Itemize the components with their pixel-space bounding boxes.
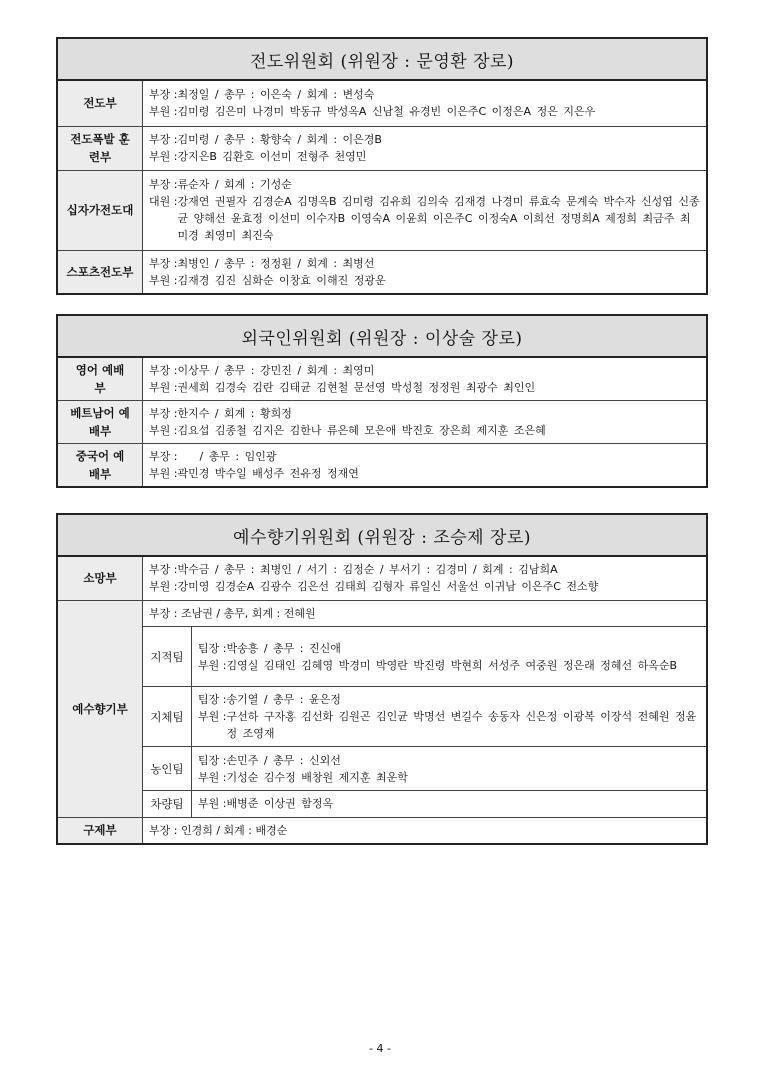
member-label: 부원 : [149, 467, 178, 480]
member-label: 부원 : [198, 710, 227, 723]
member-text: 강지은B 김환호 이선미 전형주 천영민 [177, 150, 367, 163]
member-text: / 총무 : 임인광 [177, 450, 277, 463]
member-label: 부장 : [149, 256, 178, 270]
member-text: 최정일 / 총무 : 이은숙 / 회계 : 변성숙 [177, 88, 375, 102]
member-label: 부장 : [149, 450, 178, 463]
member-label: 부장 : [149, 88, 178, 102]
dept-members [143, 126, 708, 170]
dept-name-text: 영어 예배부 [75, 363, 125, 395]
dept-name: 십자가전도대 [57, 170, 143, 250]
member-text: 강재연 권필자 김경순A 김명옥B 김미령 김유희 김의숙 김재경 나경미 류효숙 문계숙 박수자 신성엽 신종균 양해선 윤효정 이선미 이수자B 이영숙A 이윤희 이은주C 이정숙A 이희선 정명희A 제정희 최금주 최미경 최영미 최진숙 [177, 195, 700, 242]
dept-name [57, 401, 143, 444]
dept-name: 전도부 [57, 80, 143, 126]
dept-name-text: 전도폭발 훈련부 [70, 132, 130, 164]
team-members [192, 687, 707, 747]
dept-members [143, 401, 708, 444]
team-members [192, 747, 707, 791]
member-label: 부장 : [149, 563, 178, 577]
member-label: 대원 : [149, 195, 178, 208]
member-label: 부원 : [198, 658, 227, 672]
member-text: 강미영 김경순A 김광수 김은선 김태희 김형자 류일신 서울선 이귀남 이은주C 전소향 [177, 580, 599, 594]
member-text: 권세희 김경숙 김란 김태균 김현철 문선영 박성철 정정원 최광수 최인인 [177, 381, 536, 394]
member-label: 부원 : [198, 797, 227, 811]
member-text: 송기열 / 총무 : 윤은정 [226, 693, 341, 706]
dept-name: 예수향기부 [57, 600, 143, 817]
member-text: 배병준 이상권 함정옥 [226, 797, 334, 811]
dept-name [57, 357, 143, 401]
committee-title: 전도위원회 (위원장 : 문영환 장로) [57, 38, 707, 80]
dept-name [57, 126, 143, 170]
dept-name: 스포츠전도부 [57, 250, 143, 294]
dept-members [143, 170, 708, 250]
member-text: 류순자 / 회계 : 기성순 [177, 178, 292, 191]
member-text: 김재경 김진 심화순 이창효 이해진 정광운 [177, 273, 386, 287]
committee-table-foreigners [56, 314, 708, 488]
member-label: 팀장 : [198, 753, 227, 767]
committee-title: 예수향기위원회 (위원장 : 조승제 장로) [57, 514, 707, 556]
dept-teams [143, 600, 708, 817]
member-text: 박수금 / 총무 : 최병인 / 서기 : 김정순 / 부서기 : 김경미 / 회계 : 김남희A [177, 563, 558, 577]
member-text: 박송흥 / 총무 : 진신애 [226, 641, 341, 655]
dept-members [143, 80, 708, 126]
member-text: 최병인 / 총무 : 정정훤 / 회계 : 최병선 [177, 256, 375, 270]
member-text: 구선하 구자홍 김선화 김원곤 김인균 박명선 변길수 송동자 신은정 이광복 이장석 전혜원 정윤정 조영재 [226, 710, 697, 740]
member-text: 김미령 김은미 나경미 박동규 박성옥A 신남철 유경빈 이은주C 이정은A 정은 지은우 [177, 105, 596, 119]
member-text: 김요섭 김종철 김지은 김한나 류은혜 모은애 박진호 장은희 제지훈 조은혜 [177, 424, 546, 437]
member-label: 부장 : [149, 364, 178, 377]
dept-name: 소망부 [57, 556, 143, 600]
teams-table [143, 601, 706, 817]
dept-name-text: 베트남어 예배부 [70, 406, 130, 438]
dept-name-text: 중국어 예배부 [75, 449, 125, 481]
dept-members [143, 357, 708, 401]
committee-table-evangelism [56, 37, 708, 295]
team-name: 농인팀 [143, 747, 192, 791]
member-label: 부원 : [149, 150, 178, 163]
member-label: 부원 : [198, 770, 227, 784]
member-label: 부원 : [149, 381, 178, 394]
member-text: 손민주 / 총무 : 신외선 [226, 753, 341, 767]
committee-title: 외국인위원회 (위원장 : 이상술 장로) [57, 315, 707, 357]
member-text: 김미령 / 총무 : 황향숙 / 회계 : 이은경B [177, 133, 382, 146]
dept-head-line: 부장 : 조남권 / 총무, 회계 : 전혜원 [149, 606, 316, 620]
committee-table-yesu-hyanggi [56, 513, 708, 845]
member-label: 부장 : [149, 178, 178, 191]
member-text: 기성순 김수정 배창원 제지훈 최운학 [226, 770, 408, 784]
team-name: 지체팀 [143, 687, 192, 747]
team-members [192, 791, 707, 817]
member-text: 곽민경 박수일 배성주 전유정 정재연 [177, 467, 359, 480]
dept-name [57, 444, 143, 488]
dept-members [143, 556, 708, 600]
member-text: 이상무 / 총무 : 강민진 / 회계 : 최영미 [177, 364, 375, 377]
member-label: 부원 : [149, 424, 178, 437]
team-name: 지적팀 [143, 627, 192, 687]
member-label: 팀장 : [198, 693, 227, 706]
member-label: 부원 : [149, 273, 178, 287]
dept-members [143, 444, 708, 488]
member-label: 부장 : [149, 133, 178, 146]
member-label: 부원 : [149, 105, 178, 119]
team-name: 차량팀 [143, 791, 192, 817]
dept-members: 부장 : 인경희 / 회계 : 배경순 [143, 817, 708, 844]
page-number: - 4 - [369, 1042, 391, 1055]
member-label: 부원 : [149, 580, 178, 594]
dept-name: 구제부 [57, 817, 143, 844]
dept-members [143, 250, 708, 294]
member-text: 김영실 김태인 김혜영 박경미 박영란 박진령 박현희 서성주 여중원 정은래 정혜선 하옥순B [226, 658, 678, 672]
member-text: 한지수 / 회계 : 황희정 [177, 407, 292, 420]
member-label: 팀장 : [198, 641, 227, 655]
team-members [192, 627, 707, 687]
member-label: 부장 : [149, 407, 178, 420]
